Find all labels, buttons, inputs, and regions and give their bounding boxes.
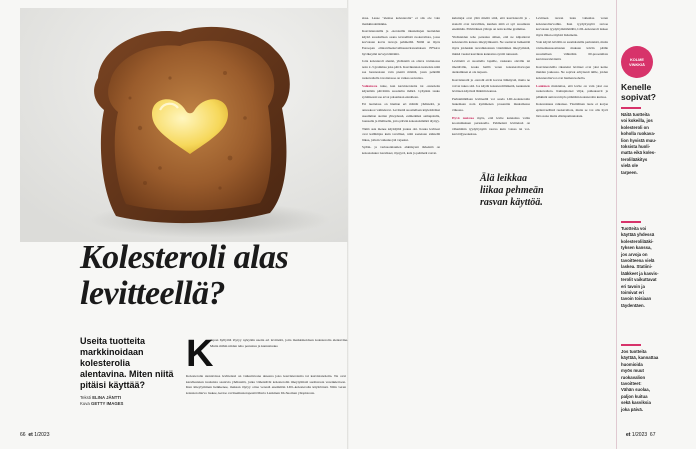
headline-line-1: Kolesteroli alas (80, 239, 289, 276)
tip-line: täydentäen. (621, 302, 645, 308)
paragraph-text: Sydän- ja verisuonitautien ehkäisyssä tärkeintä on kokonaisuus: kasvikset, täysjyvä, kala ja pehmeät rasvat. (362, 145, 440, 156)
tip-line: kolesteroli on (621, 124, 649, 130)
tip-line: tarpeen. (621, 169, 638, 175)
tip-line: tavoitteena vielä (621, 258, 655, 264)
body-paragraph (362, 84, 440, 101)
sidebar-tip-2 (621, 226, 693, 309)
tip-line: myös muut (621, 368, 644, 374)
body-paragraph (362, 127, 440, 144)
body-paragraph (536, 40, 608, 62)
paragraph-text: Kokonaisuus ratkaisee. Yksittäinen tuote ei korjaa epäterveellistä ruokavaliota, mutta se voi olla hyvä lisä osana muita elintapamuutoksia. (536, 102, 608, 118)
tip-line: tavoitteet: (621, 381, 642, 387)
tip-line: huomioida (621, 361, 643, 367)
sidebar-tip-1 (621, 112, 693, 176)
tip-line: käyttää, kannattaa (621, 355, 659, 361)
pull-quote-line: liikaa pehmeän (480, 185, 544, 196)
tip-line: Vähän suolaa, (621, 387, 650, 393)
tip-line: eri tavoin ja (621, 283, 645, 289)
tip-line: sekä kasviksia (621, 400, 651, 406)
tip-line: terolit vaikuttavat (621, 277, 657, 283)
lead-text-beside-dropcap: aupan hyllyiltä löytyy nykyään useita eri levitteitä, joita markkinoidaan kolesterolia alentavina. Mutta mihin niiden teho perustuu ja kannattaako (210, 338, 348, 348)
tip-line: terolilääkitys (621, 156, 648, 162)
body-paragraph (536, 84, 608, 101)
article-headline (80, 240, 288, 312)
tip-line: ruokavalion (621, 374, 646, 380)
tip-line: tavoin toisiaan (621, 296, 652, 302)
paragraph-text: tulee, kun kasvisteroleita tai -stanoleita käytetään päivittäin suositeltu määrä. Lyhytkin tauko syömisessä saa arvot palaamaan ennalleen. (362, 83, 440, 99)
paragraph-text: muistuttaa, että levite on vain yksi osa ruokavaliota. Kuitupitoiset viljat, palkokasvit ja pähkinät auttavat myös pitämään kolesterolin kurissa. (536, 83, 608, 99)
article-column-1 (362, 16, 440, 426)
paragraph-text: Levitteitä ei suositella lapsille, raskaana oleville tai imettäville, koska heillä veren kolesteroliarvojen alentaminen ei ole tarpeen. (452, 59, 530, 75)
toast-heart-butter-photo (20, 8, 348, 242)
tip-line: vielä ole (621, 163, 638, 169)
tip-line: voi kokeilla, jos (621, 118, 653, 124)
article-column-2 (452, 16, 530, 426)
body-paragraph (452, 97, 530, 114)
paragraph-text: kuluttajat ovat yhtä mieltä siitä, että kasvisterolit ja -stanolit ovat turvallisia, kunhan niitä ei syö suositusta enemmän. Päivittäinen yläraja on noin kolme grammaa. (452, 16, 530, 32)
paragraph-text: Parhaimmillaan levitteellä voi saada LDL-kolesterolin laskemaan noin kymmenen prosenttia muutamassa viikossa. (452, 96, 530, 112)
tip-line: lääkkeet ja kasvis- (621, 270, 659, 276)
tip-line: matta eikä koles- (621, 150, 656, 156)
body-paragraph (362, 59, 440, 81)
folio-right: et 1/2023 67 (626, 432, 656, 438)
paragraph-text: Kasvisteroleilla rikastetut levitteet ovat yksi keino muiden joukossa. Ne sopivat erityisesti niille, joiden kolesteroliarvot ovat hieman koholla. (536, 64, 608, 80)
article-column-3 (536, 16, 608, 426)
tip-line: lion hyvistä muu- (621, 137, 657, 143)
article-credits (80, 395, 123, 407)
paragraph-lead-in: Vaikutusta (362, 83, 381, 88)
paragraph-text: Jotta kolesteroli alenisi, yhdisteitä on oltava ravinnossa noin 2–3 grammaa joka päivä. Kasvikunnan tuotteista niitä saa luonnostaan vain pieniä määriä, joten pelkällä ruokavaliolla tavoitetasoa on vaikea saavuttaa. (362, 59, 440, 80)
paragraph-lead-in: Hyvä muistaa (452, 115, 478, 120)
headline-line-2: levitteellä? (80, 275, 226, 312)
body-paragraph (452, 35, 530, 57)
body-paragraph (362, 29, 440, 57)
pull-quote (480, 173, 600, 209)
tip-line: laskea. Statiini- (621, 264, 653, 270)
tip-line: paljon kuitua (621, 393, 648, 399)
tip-line: koholla ruokava- (621, 131, 656, 137)
paragraph-text: Voin käyttö leivällä on suomalaisille perinteistä, mutta ravitsemussuositusten mukaan leivän päälle suositellaan vähintään 60-prosenttista kasvirasvalevitettä. (536, 40, 608, 62)
tip-line: Näitä tuotteita (621, 112, 650, 117)
paragraph-text: Tämä asia menee käyttäjiltä joskus ohi. Koska levitteet ovat kalliimpia kuin tavalliset, niitä saatetaan säästellä liikaa, jolloin vaikutus jää vajaaksi. (362, 126, 440, 142)
body-paragraph (536, 65, 608, 82)
paragraph-text: myös, että levite kannattaa valita koostumuksen perusteella. Pehmeissä levitteissä on vähemmän tyydyttynyttä rasvaa kuin voissa tai voi-kasviöljyseoksissa. (452, 115, 530, 137)
article-deck: Useita tuotteita markkinoidaan kolesterolia alentavina. Miten niitä pitäisi käyttää? (80, 336, 174, 390)
tip-line: toimivat eri (621, 290, 644, 296)
paragraph-text: Yhdisteiden teho perustuu siihen, että ne kilpailevat kolesterolin kanssa imeytymisestä. Ne saattavat heikentää myös joidenkin rasvaliukoisten vitamiinien imeytymistä, minkä vuoksi kasviksia kannattaa syödä runsaasti. (452, 34, 530, 56)
folio-left: 66 et 1/2023 (20, 432, 50, 438)
drop-cap: K (186, 333, 214, 375)
pull-quote-line: rasvan käyttöä. (480, 197, 543, 208)
paragraph-text: sissa. Lause "alentaa kolesterolia" ei siis ole vain markkinointikikka. (362, 16, 440, 26)
tip-line: joka päivä. (621, 406, 643, 412)
tip-line: käyttää yhdessä (621, 232, 655, 238)
paragraph-text: Kasvistanolit ja -sterolit eivät korvaa lääkitystä, mutta ne voivat tukea sitä. Jos käytät kolesterolilääkettä, keskustele levitteen käytöstä lääkärin kanssa. (452, 77, 530, 94)
tip-line: Tuotteita voi (621, 226, 647, 231)
sidebar-tip-3 (621, 349, 693, 413)
body-paragraph (536, 16, 608, 38)
body-paragraph (362, 102, 440, 124)
tip-divider-1 (621, 107, 641, 109)
tip-divider-3 (621, 344, 641, 346)
paragraph-text: Kasvistanoleilla ja -steroleilla rikastettujen tuotteiden käyttö suositellaan osana terveellistä ruokavaliota, jossa korvataan kovia rasvoja pehmeillä. Niillä on myös Euroopan elintarviketurvallisuusviranomaisen EFSA:n hyväksymä terveysväittämä. (362, 29, 440, 56)
photo-credit: Kuva GETTY IMAGES (80, 401, 124, 406)
text-credit: Teksti ELINA JÄNTTI (80, 395, 122, 400)
paragraph-text: Levitteen rasvan laatu vaikuttaa veren kolesteroliarvoihin. Kun tyydyttynyttä rasvaa korvataan tyydyttymättömällä, LDL-kolesteroli laskee myös ilman erityisiä lisäaineita. (536, 16, 608, 37)
body-paragraph (452, 59, 530, 76)
body-paragraph (452, 78, 530, 95)
tips-badge: KOLME VINKKIÄ (621, 46, 653, 78)
tip-line: jos arvoja on (621, 251, 648, 257)
sidebar-title: Kenelle sopivat? (621, 82, 656, 102)
lead-text-below: Kolesterolia alentavissa levitteissä on vaikuttavana aineena joko kasvisteroleita tai kasvistanoleita. Ne ovat kasvikunnan tuotteista saatavia yhdisteitä, jotka vähentävät kolesterolin imeytymistä suolistosta verenkiertoon. Kun imeytyminen heikkenee, maksan täytyy ottaa verestä enemmän LDL-kolesterolia käyttöönsä. Näin veren kolesteroliarvo laskee, kertoo ravitsemusterapeutti Marta Lankinen Itä-Suomen yliopistosta. (186, 374, 346, 395)
paragraph-lead-in: Lankinen (536, 83, 552, 88)
tip-line: Jos tuotteita (621, 349, 647, 354)
body-paragraph (452, 116, 530, 138)
tip-line: kolesterolilääki- (621, 238, 654, 244)
tip-divider-2 (621, 221, 641, 223)
body-paragraph (452, 16, 530, 33)
body-paragraph (362, 16, 440, 27)
paragraph-text: Eri tuotteissa on hieman eri määrät yhdisteitä, ja annoskoot vaihtelevat. Levitteitä suositellaan käytettäväksi useamman aterian yhteydessä, esimerkiksi aamupalalla, lounaalla ja illallisella, jotta päivän kokonaismäärä täyttyy. (362, 102, 440, 124)
pull-quote-line: Älä leikkaa (480, 173, 527, 184)
tip-line: toksista huoli- (621, 144, 651, 150)
tip-line: tyksen kanssa, (621, 245, 652, 251)
body-paragraph (362, 145, 440, 156)
body-paragraph (536, 102, 608, 119)
